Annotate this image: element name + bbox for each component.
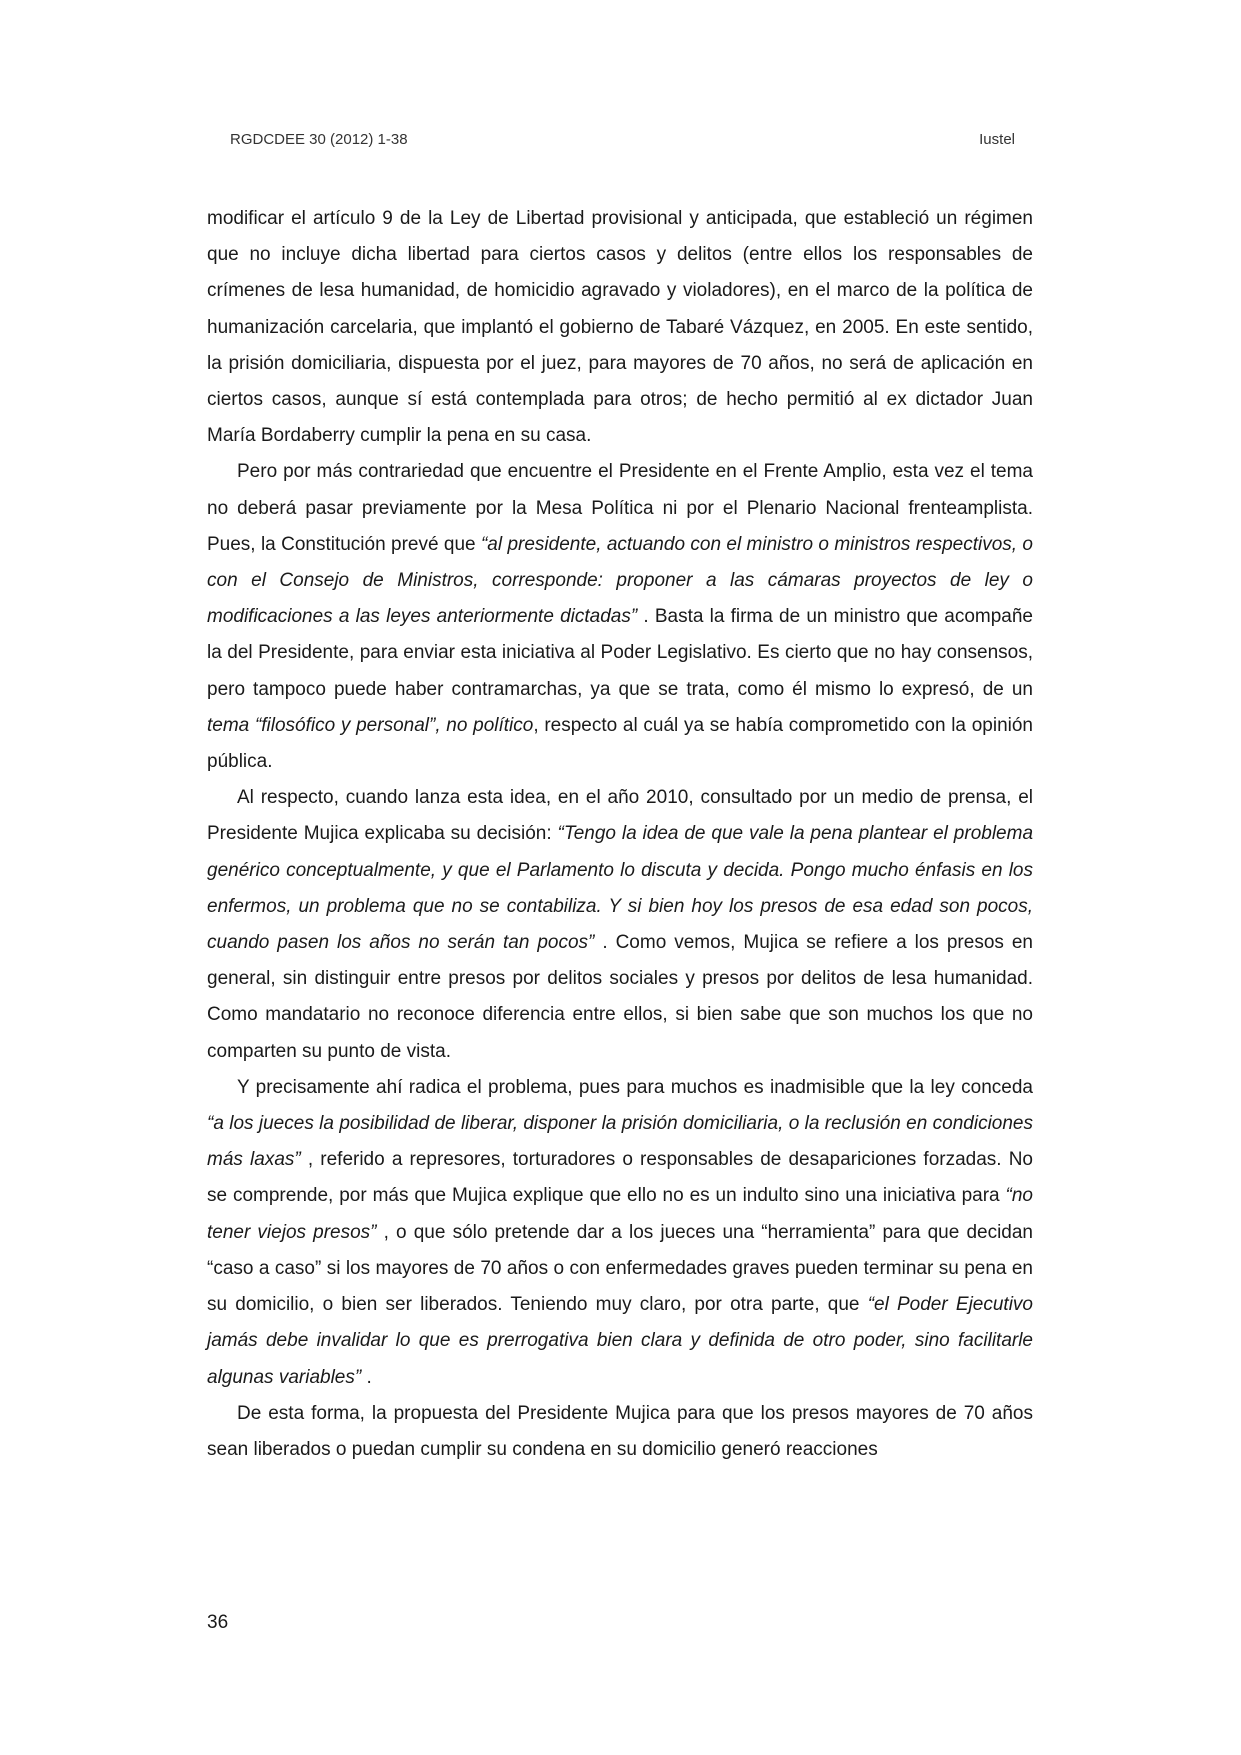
quoted-text: “al presidente, actuando con el ministro o ministros respectivos, o con el Consejo de Ministros, corresponde: proponer a las cámaras proyectos de ley o modificaciones a las leyes anteriormente dictadas”: [207, 533, 1033, 628]
running-header: [230, 131, 1015, 153]
paragraph-text: . Como vemos, Mujica se refiere a los presos en general, sin distinguir entre presos por delitos sociales y presos por delitos de lesa humanidad. Como mandatario no reconoce diferencia entre ellos, si bien sabe que son muchos los que no comparten su punto de vista.: [207, 932, 1033, 1062]
paragraph-text: , respecto al cuál ya se había comprometido con la opinión pública.: [207, 714, 1033, 773]
paragraph-text: . Basta la firma de un ministro que acompañe la del Presidente, para enviar esta iniciativa al Poder Legislativo. Es cierto que no hay consensos, pero tampoco puede haber contramarchas, ya que se trata, como él mismo lo expresó, de un: [207, 606, 1033, 700]
quoted-text: tema “filosófico y personal”, no político: [207, 714, 534, 736]
paragraph-text: .: [361, 1366, 372, 1388]
paragraph: [207, 201, 1033, 454]
publisher-name: Iustel: [979, 131, 1015, 148]
paragraph: [207, 454, 1033, 780]
paragraph-text: , o que sólo pretende dar a los jueces una “herramienta” para que decidan “caso a caso” si los mayores de 70 años o con enfermedades graves pueden terminar su pena en su domicilio, o bien ser liberados. Teniendo muy claro, por otra parte, que: [207, 1221, 1033, 1316]
paragraph: [207, 780, 1033, 1070]
quoted-text: “Tengo la idea de que vale la pena plantear el problema genérico conceptualmente, y que el Parlamento lo discuta y decida. Pongo mucho énfasis en los enfermos, un problema que no se contabiliza. Y si bien hoy los presos de esa edad son pocos, cuando pasen los años no serán tan pocos”: [207, 823, 1034, 954]
quoted-text: “a los jueces la posibilidad de liberar, disponer la prisión domiciliaria, o la reclusión en condiciones más laxas”: [207, 1113, 1033, 1171]
paragraph-text: Al respecto, cuando lanza esta idea, en el año 2010, consultado por un medio de prensa, el Presidente Mujica explicaba su decisión:: [207, 787, 1033, 845]
body-text: [207, 201, 1033, 1468]
paragraph: [207, 1070, 1033, 1396]
paragraph-text: Y precisamente ahí radica el problema, pues para muchos es inadmisible que la ley conceda: [237, 1076, 1033, 1098]
page-number: 36: [207, 1612, 229, 1633]
paragraph: [207, 1396, 1033, 1468]
paragraph-text: , referido a represores, torturadores o responsables de desapariciones forzadas. No se comprende, por más que Mujica explique que ello no es un indulto sino una iniciativa para: [207, 1149, 1033, 1207]
quoted-text: “no tener viejos presos”: [207, 1185, 1033, 1243]
paragraph-text: De esta forma, la propuesta del Presidente Mujica para que los presos mayores de 70 años sean liberados o puedan cumplir su condena en su domicilio generó reacciones: [207, 1402, 1033, 1460]
paragraph-text: modificar el artículo 9 de la Ley de Libertad provisional y anticipada, que estableció un régimen que no incluye dicha libertad para ciertos casos y delitos (entre ellos los responsables de crímenes de lesa humanidad, de homicidio agravado y violadores), en el marco de la política de humanización carcelaria, que implantó el gobierno de Tabaré Vázquez, en 2005. En este sentido, la prisión domiciliaria, dispuesta por el juez, para mayores de 70 años, no será de aplicación en ciertos casos, aunque sí está contemplada para otros; de hecho permitió al ex dictador Juan María Bordaberry cumplir la pena en su casa.: [207, 208, 1033, 447]
journal-citation: RGDCDEE 30 (2012) 1-38: [230, 131, 408, 148]
quoted-text: “el Poder Ejecutivo jamás debe invalidar lo que es prerrogativa bien clara y definida de otro poder, sino facilitarle algunas variables”: [207, 1294, 1033, 1388]
paragraph-text: Pero por más contrariedad que encuentre el Presidente en el Frente Amplio, esta vez el tema no deberá pasar previamente por la Mesa Política ni por el Plenario Nacional frenteamplista. Pues, la Constitución prevé que: [207, 461, 1033, 555]
